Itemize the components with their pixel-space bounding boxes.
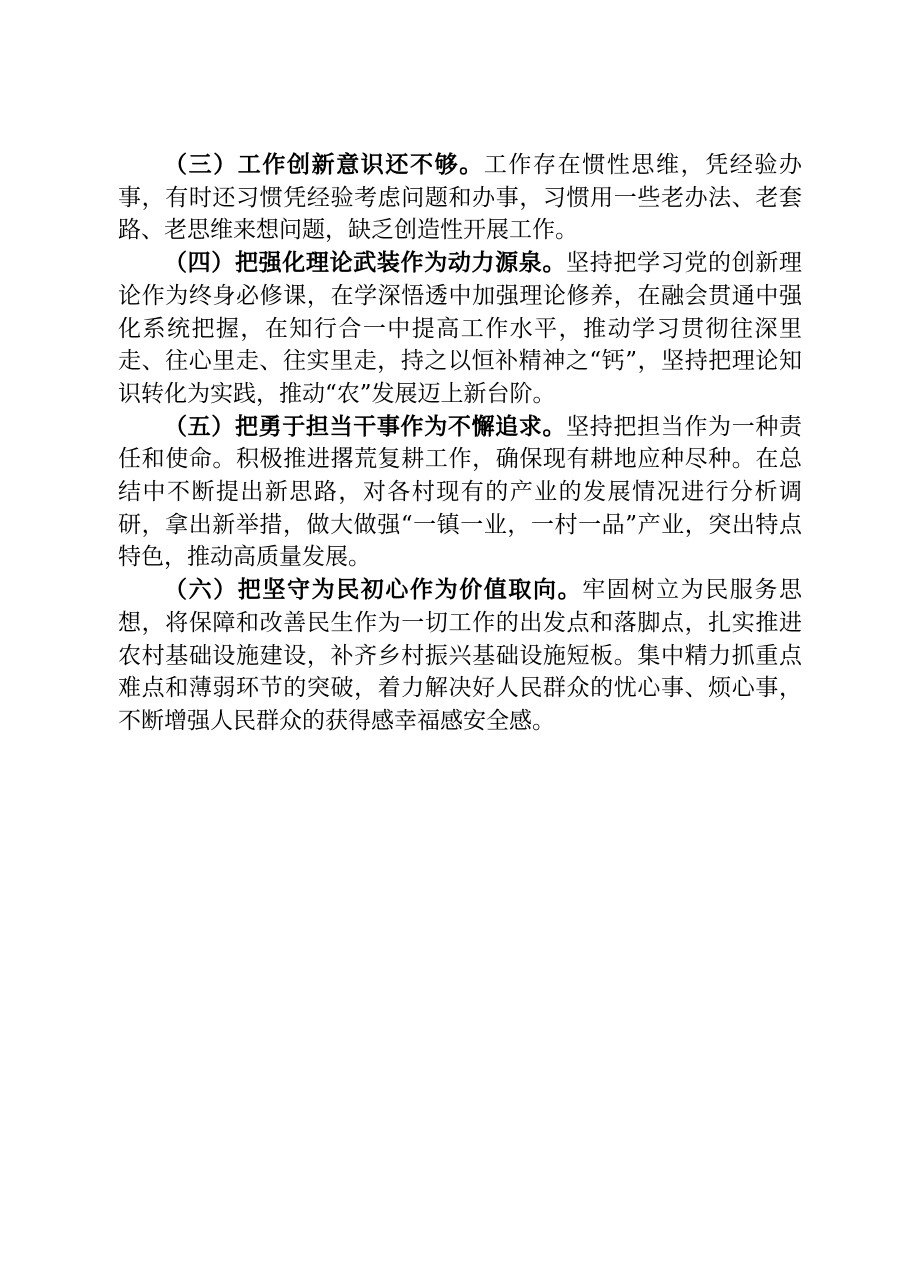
- paragraph-heading: （三）工作创新意识还不够。: [164, 152, 484, 178]
- paragraph-heading: （六）把坚守为民初心作为价值取向。: [164, 577, 583, 604]
- paragraph-6: [118, 574, 802, 738]
- document-page: [118, 149, 802, 738]
- paragraph-heading: （五）把勇于担当干事作为不懈追求。: [164, 413, 567, 440]
- paragraph-5: [118, 411, 802, 575]
- paragraph-3: [118, 149, 802, 247]
- paragraph-4: [118, 247, 802, 411]
- paragraph-heading: （四）把强化理论武装作为动力源泉。: [164, 250, 567, 277]
- paragraph-body: 坚持把担当作为一种责任和使命。积极推进撂荒复耕工作，确保现有耕地应种尽种。在总结中不断提出新思路，对各村现有的产业的发展情况进行分析调研，拿出新举措，做大做强“一镇一业，一村一品”产业，突出特点特色，推动高质量发展。: [118, 413, 803, 571]
- paragraph-body: 工作存在惯性思维，凭经验办事，有时还习惯凭经验考虑问题和办事，习惯用一些老办法、老套路、老思维来想问题，缺乏创造性开展工作。: [118, 152, 803, 244]
- paragraph-body: 坚持把学习党的创新理论作为终身必修课，在学深悟透中加强理论修养，在融会贯通中强化系统把握，在知行合一中提高工作水平，推动学习贯彻往深里走、往心里走、往实里走，持之以恒补精神之“钙”，坚持把理论知识转化为实践，推动“农”发展迈上新台阶。: [118, 250, 803, 407]
- paragraph-body: 牢固树立为民服务思想，将保障和改善民生作为一切工作的出发点和落脚点，扎实推进农村基础设施建设，补齐乡村振兴基础设施短板。集中精力抓重点难点和薄弱环节的突破，着力解决好人民群众的忧心事、烦心事，不断增强人民群众的获得感幸福感安全感。: [118, 577, 803, 734]
